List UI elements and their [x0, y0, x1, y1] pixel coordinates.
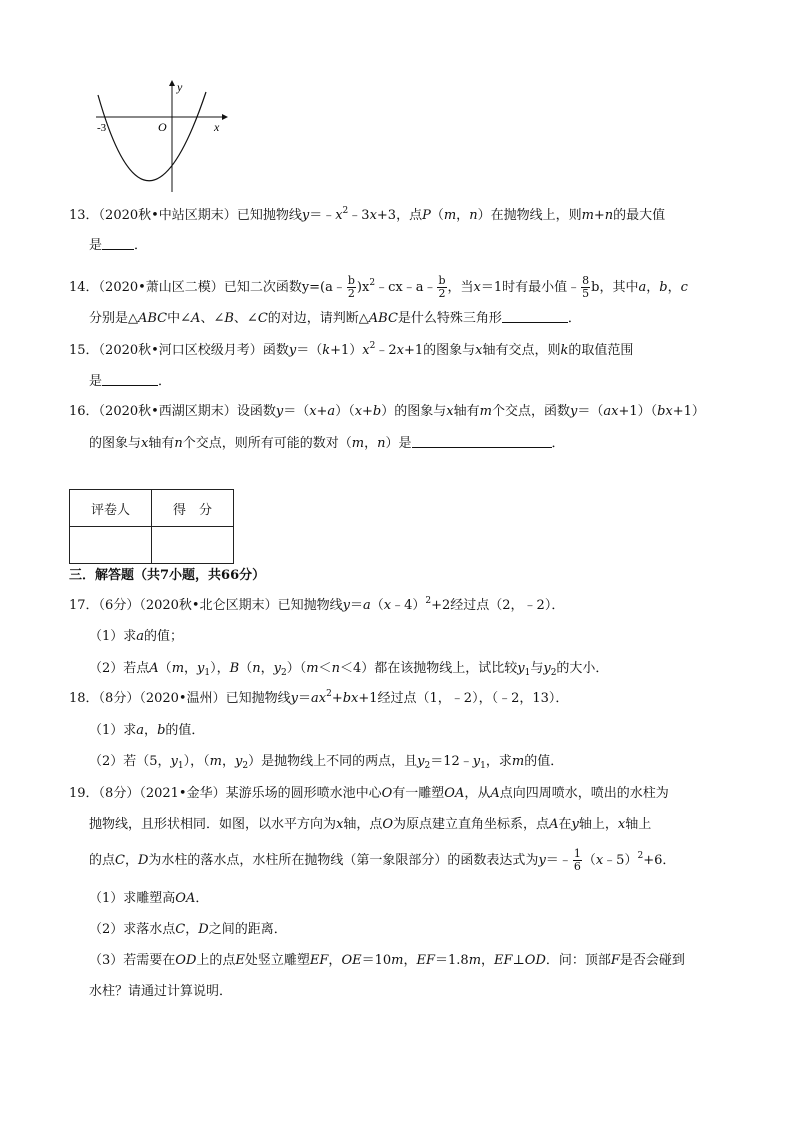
q13-text: ﹣3 [348, 208, 370, 223]
frac-numerator: 1 [573, 847, 581, 860]
q18-exponent: 2 [326, 689, 332, 699]
q16-text: 设函数 [236, 404, 276, 419]
q18-sub1 [89, 722, 204, 740]
frac-denominator: 5 [582, 287, 590, 300]
q18-text: ， [144, 723, 158, 738]
q16-text: ． [551, 436, 565, 451]
frac-denominator: 2 [347, 287, 355, 300]
q15-text: ﹣2 [375, 343, 397, 358]
q15-var: x [362, 343, 370, 358]
q19-var: x [617, 817, 626, 832]
q17-var: a [136, 629, 145, 644]
q19-text: ， [124, 853, 138, 868]
q18-text: +1经过点（1，﹣2），（﹣2，13）． [358, 691, 569, 706]
q17-sub2 [89, 660, 608, 678]
q19-var: y [571, 817, 579, 832]
q18-text: ，求 [485, 754, 512, 769]
q18-sub2 [89, 753, 563, 771]
q17-sub1 [89, 628, 183, 646]
q14-line2 [89, 309, 581, 328]
q19-text: 为原点建立直角坐标系，点 [393, 817, 550, 832]
q14-text: ) [356, 280, 362, 295]
q19-text: ， [328, 953, 342, 968]
q13-var: x [335, 208, 343, 223]
q17-text: 的值； [144, 629, 184, 644]
q17-var: n [252, 661, 261, 676]
q18-text: 已知抛物线 [225, 691, 291, 706]
q16-var: y [275, 404, 284, 419]
q19-var: x [336, 817, 344, 832]
q15-exponent: 2 [369, 341, 376, 351]
q19-var: OA [444, 786, 465, 801]
q14-var: C [257, 311, 268, 326]
section-title: 三．解答题（共7小题，共66分） [69, 568, 266, 583]
x-axis-label: x [214, 120, 220, 134]
q17-text: ）（ [286, 661, 307, 676]
q19-text: ⊥ [512, 953, 525, 968]
q19-var: OD [175, 953, 197, 968]
q16-var: m [351, 436, 365, 451]
q18-text: 的值． [165, 723, 205, 738]
q17-text: ， [184, 661, 198, 676]
q18-text: ）是抛物线上不同的两点，且 [248, 754, 418, 769]
q17-exponent: 2 [425, 596, 432, 606]
q19-var: x [595, 853, 604, 868]
q17-text: ）， [210, 661, 230, 676]
q14-fraction [437, 275, 446, 300]
q18-text: ， [221, 754, 235, 769]
q14-text: x [362, 280, 370, 295]
q17-text: （1）求 [89, 629, 137, 644]
q14-text: ，当 [447, 280, 474, 295]
q14-var: A [191, 311, 201, 326]
q17-var: y [273, 661, 281, 676]
q17-points: （6分） [98, 598, 140, 613]
q18-var: y [472, 754, 481, 769]
q17-text: （ [370, 598, 384, 613]
q19-source: （2021•金华） [139, 786, 226, 801]
q18-subscript: 2 [424, 761, 431, 771]
q18-text: ），（ [183, 754, 210, 769]
q19-text: 轴，点 [343, 817, 383, 832]
q16-answer-blank[interactable] [412, 434, 552, 448]
q19-text: 点向四周喷水，喷出的水柱为 [499, 786, 669, 801]
q18-var: bx [342, 691, 359, 706]
q16-text: 个交点，则所有可能的数对（ [182, 436, 352, 451]
q19-var: O [382, 817, 394, 832]
q15-text: ＝（ [296, 343, 323, 358]
q17-text: 与 [530, 661, 544, 676]
q16-text: 个交点，函数 [491, 404, 570, 419]
grader-cell[interactable] [70, 527, 152, 564]
q15-text: +1的图象与 [403, 343, 476, 358]
q14-text: 是什么特殊三角形 [397, 311, 502, 326]
q14-var: x [473, 280, 481, 295]
q16-var: x [446, 404, 454, 419]
q16-var: ax [603, 404, 619, 419]
q19-text: ＝﹣ [545, 853, 572, 868]
q18-var: y [235, 754, 243, 769]
frac-denominator: 6 [573, 860, 581, 873]
q17-var: y [342, 598, 350, 613]
q14-var: a [638, 280, 647, 295]
q19-text: ，从 [464, 786, 491, 801]
q13-text: +3，点 [376, 208, 423, 223]
q15-var: k [322, 343, 331, 358]
q16-line2 [89, 434, 565, 453]
q19-fraction [573, 848, 582, 873]
parabola-graph [90, 78, 230, 196]
q18-line1 [69, 690, 568, 708]
q16-text: 轴有 [453, 404, 480, 419]
q14-exponent: 2 [369, 278, 376, 288]
q18-text: ＝ [297, 691, 311, 706]
q17-text: ＜ [318, 661, 332, 676]
q14-text: b，其中 [591, 280, 639, 295]
origin-label: O [158, 120, 167, 134]
frac-numerator: b [347, 274, 355, 287]
q17-text: 的大小． [556, 661, 609, 676]
q19-var: A [549, 817, 559, 832]
q15-text: 的取值范围 [568, 343, 634, 358]
q16-var: n [377, 436, 386, 451]
q19-text: 轴上， [578, 817, 618, 832]
q19-text: 轴上 [625, 817, 652, 832]
q19-sub3 [89, 952, 685, 970]
q19-var: OE [341, 953, 362, 968]
q14-var: c [680, 280, 688, 295]
q17-text: ＜4）都在该抛物线上，试比较 [339, 661, 518, 676]
q15-var: y [288, 343, 297, 358]
q18-number: 18． [69, 691, 99, 706]
q17-var: y [517, 661, 525, 676]
grader-header: 评卷人 [70, 490, 152, 527]
q14-answer-blank[interactable] [502, 309, 568, 323]
q14-line1 [69, 273, 688, 303]
q19-sub1 [89, 890, 208, 908]
q14-text: ， [646, 280, 660, 295]
q19-text: （3）若需要在 [89, 953, 176, 968]
q19-text: 处竖立雕塑 [244, 953, 310, 968]
q17-subscript: 2 [280, 668, 287, 678]
q19-var: EF [494, 953, 513, 968]
q16-number: 16． [69, 404, 99, 419]
q19-text: ﹣5） [603, 853, 638, 868]
q13-line1 [69, 207, 665, 225]
q18-var: m [209, 754, 222, 769]
x-axis-arrow [222, 114, 228, 120]
q16-var: bx [657, 404, 673, 419]
q13-var: m [443, 208, 457, 223]
q16-var: x [141, 436, 149, 451]
q18-var: m [511, 754, 525, 769]
q19-points: （8分） [98, 786, 140, 801]
q18-var: y [290, 691, 298, 706]
q15-text: 轴有交点，则 [482, 343, 561, 358]
q19-text: 的点 [89, 853, 116, 868]
q19-line3 [89, 846, 675, 876]
q17-line1 [69, 597, 564, 615]
q19-text: 在 [558, 817, 572, 832]
q19-text: 某游乐场的圆形喷水池中心 [225, 786, 382, 801]
q19-sub3-cont: 水柱？请通过计算说明． [89, 984, 233, 999]
q14-text: 中∠ [167, 311, 192, 326]
q16-line1 [69, 403, 705, 421]
q17-subscript: 1 [204, 668, 211, 678]
q17-text: （ [239, 661, 253, 676]
q13-text: ． [134, 238, 148, 253]
q19-line1 [69, 785, 669, 803]
q13-line2 [89, 236, 147, 255]
q18-var: b [157, 723, 166, 738]
q17-subscript: 1 [524, 668, 531, 678]
q14-var: b [659, 280, 668, 295]
q17-var: x [383, 598, 392, 613]
q17-text: ﹣4） [391, 598, 426, 613]
q19-var: F [610, 953, 620, 968]
q19-var: O [381, 786, 393, 801]
q19-text: 上的点 [196, 953, 236, 968]
q19-var: D [198, 922, 209, 937]
q16-text: +1）（ [618, 404, 658, 419]
q15-line2 [89, 372, 171, 391]
q19-text: ， [481, 953, 495, 968]
q17-text: （2）若点 [89, 661, 150, 676]
q19-var: m [468, 953, 482, 968]
q13-source: （2020秋•中站区期末） [98, 208, 237, 223]
q14-text: ＝1时有最小值﹣ [480, 280, 581, 295]
q17-source: （2020秋•北仑区期末） [139, 598, 278, 613]
q17-var: a [362, 598, 371, 613]
q16-text: 轴有 [148, 436, 175, 451]
q19-var: OD [524, 953, 546, 968]
q13-text: 已知抛物线 [236, 208, 302, 223]
q14-var: ABC [368, 311, 398, 326]
q19-number: 19． [69, 786, 99, 801]
q19-text: （2）求落水点 [89, 922, 176, 937]
q19-text: （ [582, 853, 596, 868]
q16-var: x+a [309, 404, 336, 419]
q19-var: y [538, 853, 546, 868]
q19-exponent: 2 [637, 851, 644, 861]
q19-text: ， [403, 953, 417, 968]
q13-answer-blank[interactable] [102, 236, 134, 250]
neg-three-label: -3 [97, 122, 107, 134]
q18-text: ＝12﹣ [430, 754, 473, 769]
q19-text: 为水柱的落水点，水柱所在抛物线（第一象限部分）的函数表达式为 [148, 853, 539, 868]
q17-var: y [197, 661, 205, 676]
q13-var: m+n [581, 208, 614, 223]
q13-var: x [369, 208, 377, 223]
q19-sub2 [89, 921, 287, 939]
q16-text: ＝（ [577, 404, 604, 419]
q15-text: 是 [89, 374, 103, 389]
q19-text: 有一雕塑 [392, 786, 445, 801]
q13-text: ， [456, 208, 470, 223]
q19-var: D [137, 853, 149, 868]
q15-source: （2020秋•河口区校级月考） [98, 343, 263, 358]
q17-number: 17． [69, 598, 99, 613]
q19-line2 [89, 816, 651, 834]
score-table [69, 489, 234, 564]
q19-var: OA [175, 891, 196, 906]
q16-text: ）的图象与 [381, 404, 447, 419]
q19-text: ， [185, 922, 199, 937]
q18-text: （1）求 [89, 723, 137, 738]
q17-var: m [171, 661, 185, 676]
q14-text: ． [567, 311, 581, 326]
q14-fraction [581, 275, 590, 300]
q14-text: 的对边，请判断△ [267, 311, 369, 326]
q18-var: y [170, 754, 178, 769]
q19-var: EF [309, 953, 329, 968]
y-axis-arrow [169, 80, 175, 86]
q19-text: ．问：顶部 [545, 953, 611, 968]
frac-numerator: b [438, 274, 446, 287]
q19-text: ＝1.8 [435, 953, 469, 968]
q17-var: B [229, 661, 240, 676]
q18-subscript: 1 [177, 761, 184, 771]
q19-text: （1）求雕塑高 [89, 891, 176, 906]
score-cell[interactable] [152, 527, 234, 564]
q18-var: y [417, 754, 425, 769]
q17-var: A [149, 661, 159, 676]
frac-numerator: 8 [582, 274, 590, 287]
q19-text: 抛物线，且形状相同．如图，以水平方向为 [89, 817, 337, 832]
q13-text: ）在抛物线上，则 [477, 208, 582, 223]
y-axis-label: y [177, 80, 183, 94]
q19-text: 是否会碰到 [619, 953, 685, 968]
q16-text: 的图象与 [89, 436, 142, 451]
q15-text: +1） [330, 343, 363, 358]
q15-var: x [475, 343, 483, 358]
q13-var: n [469, 208, 478, 223]
q16-var: x+b [354, 404, 382, 419]
q15-var: k [560, 343, 569, 358]
q16-text: ）（ [335, 404, 355, 419]
q14-var: B [224, 311, 234, 326]
q16-var: y [569, 404, 578, 419]
q18-subscript: 1 [480, 761, 486, 771]
q17-text: 已知抛物线 [277, 598, 343, 613]
q18-text: + [331, 691, 343, 706]
q14-text: 已知二次函数y=(a﹣ [223, 280, 346, 295]
q14-text: 分别是△ [89, 311, 138, 326]
q18-var: a [136, 723, 145, 738]
q13-var: P [422, 208, 431, 223]
q16-var: n [174, 436, 183, 451]
q13-text: ＝﹣ [309, 208, 336, 223]
q13-text: 是 [89, 238, 103, 253]
q14-text: 、∠ [200, 311, 225, 326]
q17-text: ＝ [349, 598, 363, 613]
q13-exponent: 2 [342, 206, 349, 216]
frac-denominator: 2 [438, 287, 446, 300]
q17-var: n [331, 661, 340, 676]
q16-text: ）是 [385, 436, 412, 451]
q15-line1 [69, 342, 633, 360]
q19-text: 之间的距离． [208, 922, 287, 937]
q18-subscript: 2 [242, 761, 249, 771]
q14-fraction [347, 275, 356, 300]
q16-var: m [479, 404, 492, 419]
q13-var: y [301, 208, 310, 223]
q18-var: ax [310, 691, 327, 706]
q18-points: （8分） [98, 691, 140, 706]
q18-text: 的值． [524, 754, 564, 769]
q15-answer-blank[interactable] [102, 372, 158, 386]
q14-source: （2020•萧山区二模） [98, 280, 224, 295]
score-header: 得 分 [152, 490, 234, 527]
q19-text: +6． [643, 853, 676, 868]
q19-text: ＝10 [361, 953, 392, 968]
q17-var: m [306, 661, 319, 676]
q15-var: x [396, 343, 404, 358]
q15-text: 函数 [262, 343, 289, 358]
q17-subscript: 2 [550, 668, 557, 678]
q14-number: 14． [69, 280, 99, 295]
q18-source: （2020•温州） [139, 691, 226, 706]
q19-var: E [235, 953, 245, 968]
q19-text: ． [195, 891, 209, 906]
q17-var: y [543, 661, 551, 676]
parabola-curve [98, 92, 206, 181]
q16-source: （2020秋•西湖区期末） [98, 404, 237, 419]
q16-text: ， [364, 436, 378, 451]
q15-number: 15． [69, 343, 99, 358]
q14-text: ﹣cx﹣a﹣ [375, 280, 437, 295]
q14-text: 、∠ [233, 311, 258, 326]
q14-text: ， [667, 280, 681, 295]
q14-var: ABC [138, 311, 168, 326]
q17-text: +2经过点（2，﹣2）． [431, 598, 565, 613]
q19-var: C [175, 922, 186, 937]
q18-text: （2）若（5， [89, 754, 171, 769]
q13-text: 的最大值 [613, 208, 666, 223]
q19-var: m [391, 953, 404, 968]
q17-text: （ [158, 661, 172, 676]
q15-text: ． [158, 374, 172, 389]
q16-text: ＝（ [283, 404, 310, 419]
q13-text: （ [430, 208, 444, 223]
q13-number: 13． [69, 208, 99, 223]
q19-var: A [490, 786, 500, 801]
q16-text: +1） [672, 404, 705, 419]
q19-var: EF [416, 953, 435, 968]
q19-var: C [115, 853, 125, 868]
q17-text: ， [260, 661, 274, 676]
